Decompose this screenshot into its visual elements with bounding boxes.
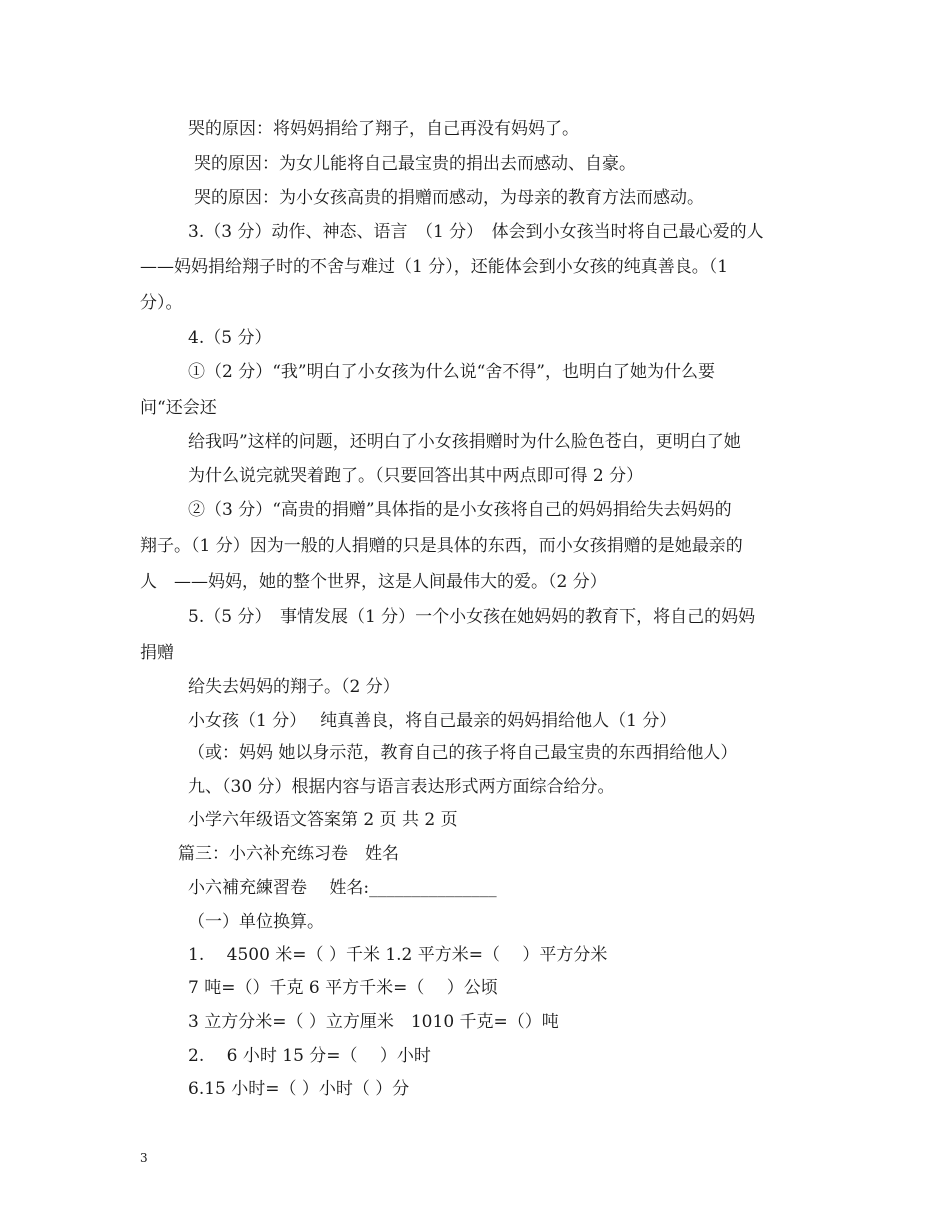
- text-line: 小六補充練習卷 姓名:_______________: [188, 878, 497, 898]
- text-line: 问“还会还: [140, 398, 217, 418]
- text-line: 为什么说完就哭着跑了。（只要回答出其中两点即可得 2 分）: [188, 466, 644, 486]
- text-line: 翔子。（1 分）因为一般的人捐赠的只是具体的东西，而小女孩捐赠的是她最亲的: [140, 536, 743, 556]
- text-line: 捐赠: [140, 643, 174, 663]
- text-line: （一）单位换算。: [188, 912, 324, 932]
- text-line: 哭的原因：为女儿能将自己最宝贵的捐出去而感动、自豪。: [194, 154, 636, 174]
- text-line: 7 吨=（）千克 6 平方千米=（ ）公顷: [188, 978, 498, 998]
- text-line: 4.（5 分）: [188, 328, 272, 348]
- text-line: 小女孩（1 分） 纯真善良，将自己最亲的妈妈捐给他人（1 分）: [188, 711, 677, 731]
- text-line: ——妈妈捐给翔子时的不舍与难过（1 分），还能体会到小女孩的纯真善良。（1: [140, 257, 729, 277]
- page-number: 3: [140, 1151, 148, 1165]
- text-line: 3.（3 分）动作、神态、语言 （1 分） 体会到小女孩当时将自己最心爱的人: [188, 222, 764, 242]
- text-line: 小学六年级语文答案第 2 页 共 2 页: [188, 810, 458, 830]
- text-line: 5.（5 分） 事情发展（1 分）一个小女孩在她妈妈的教育下，将自己的妈妈: [188, 607, 756, 627]
- text-line: 给我吗”这样的问题，还明白了小女孩捐赠时为什么脸色苍白，更明白了她: [188, 432, 741, 452]
- text-line: 分）。: [140, 293, 183, 313]
- text-line: ②（3 分）“高贵的捐赠”具体指的是小女孩将自己的妈妈捐给失去妈妈的: [188, 500, 732, 520]
- section-heading: 篇三：小六补充练习卷 姓名: [178, 844, 399, 864]
- text-line: （或：妈妈 她以身示范，教育自己的孩子将自己最宝贵的东西捐给他人）: [188, 743, 738, 763]
- text-line: 6.15 小时=（ ）小时（ ）分: [188, 1079, 410, 1099]
- text-line: 1. 4500 米=（ ）千米 1.2 平方米=（ ）平方分米: [188, 945, 608, 965]
- text-line: ①（2 分）“我”明白了小女孩为什么说“舍不得”，也明白了她为什么要: [188, 362, 715, 382]
- text-line: 人 ——妈妈，她的整个世界，这是人间最伟大的爱。（2 分）: [140, 572, 607, 592]
- text-line: 给失去妈妈的翔子。（2 分）: [188, 677, 400, 697]
- text-line: 2. 6 小时 15 分=（ ）小时: [188, 1046, 431, 1066]
- text-line: 哭的原因：将妈妈捐给了翔子，自己再没有妈妈了。: [188, 119, 579, 139]
- text-line: 3 立方分米=（ ）立方厘米 1010 千克=（）吨: [188, 1012, 559, 1032]
- text-line: 九、（30 分）根据内容与语言表达形式两方面综合给分。: [188, 777, 615, 797]
- text-line: 哭的原因：为小女孩高贵的捐赠而感动，为母亲的教育方法而感动。: [194, 188, 704, 208]
